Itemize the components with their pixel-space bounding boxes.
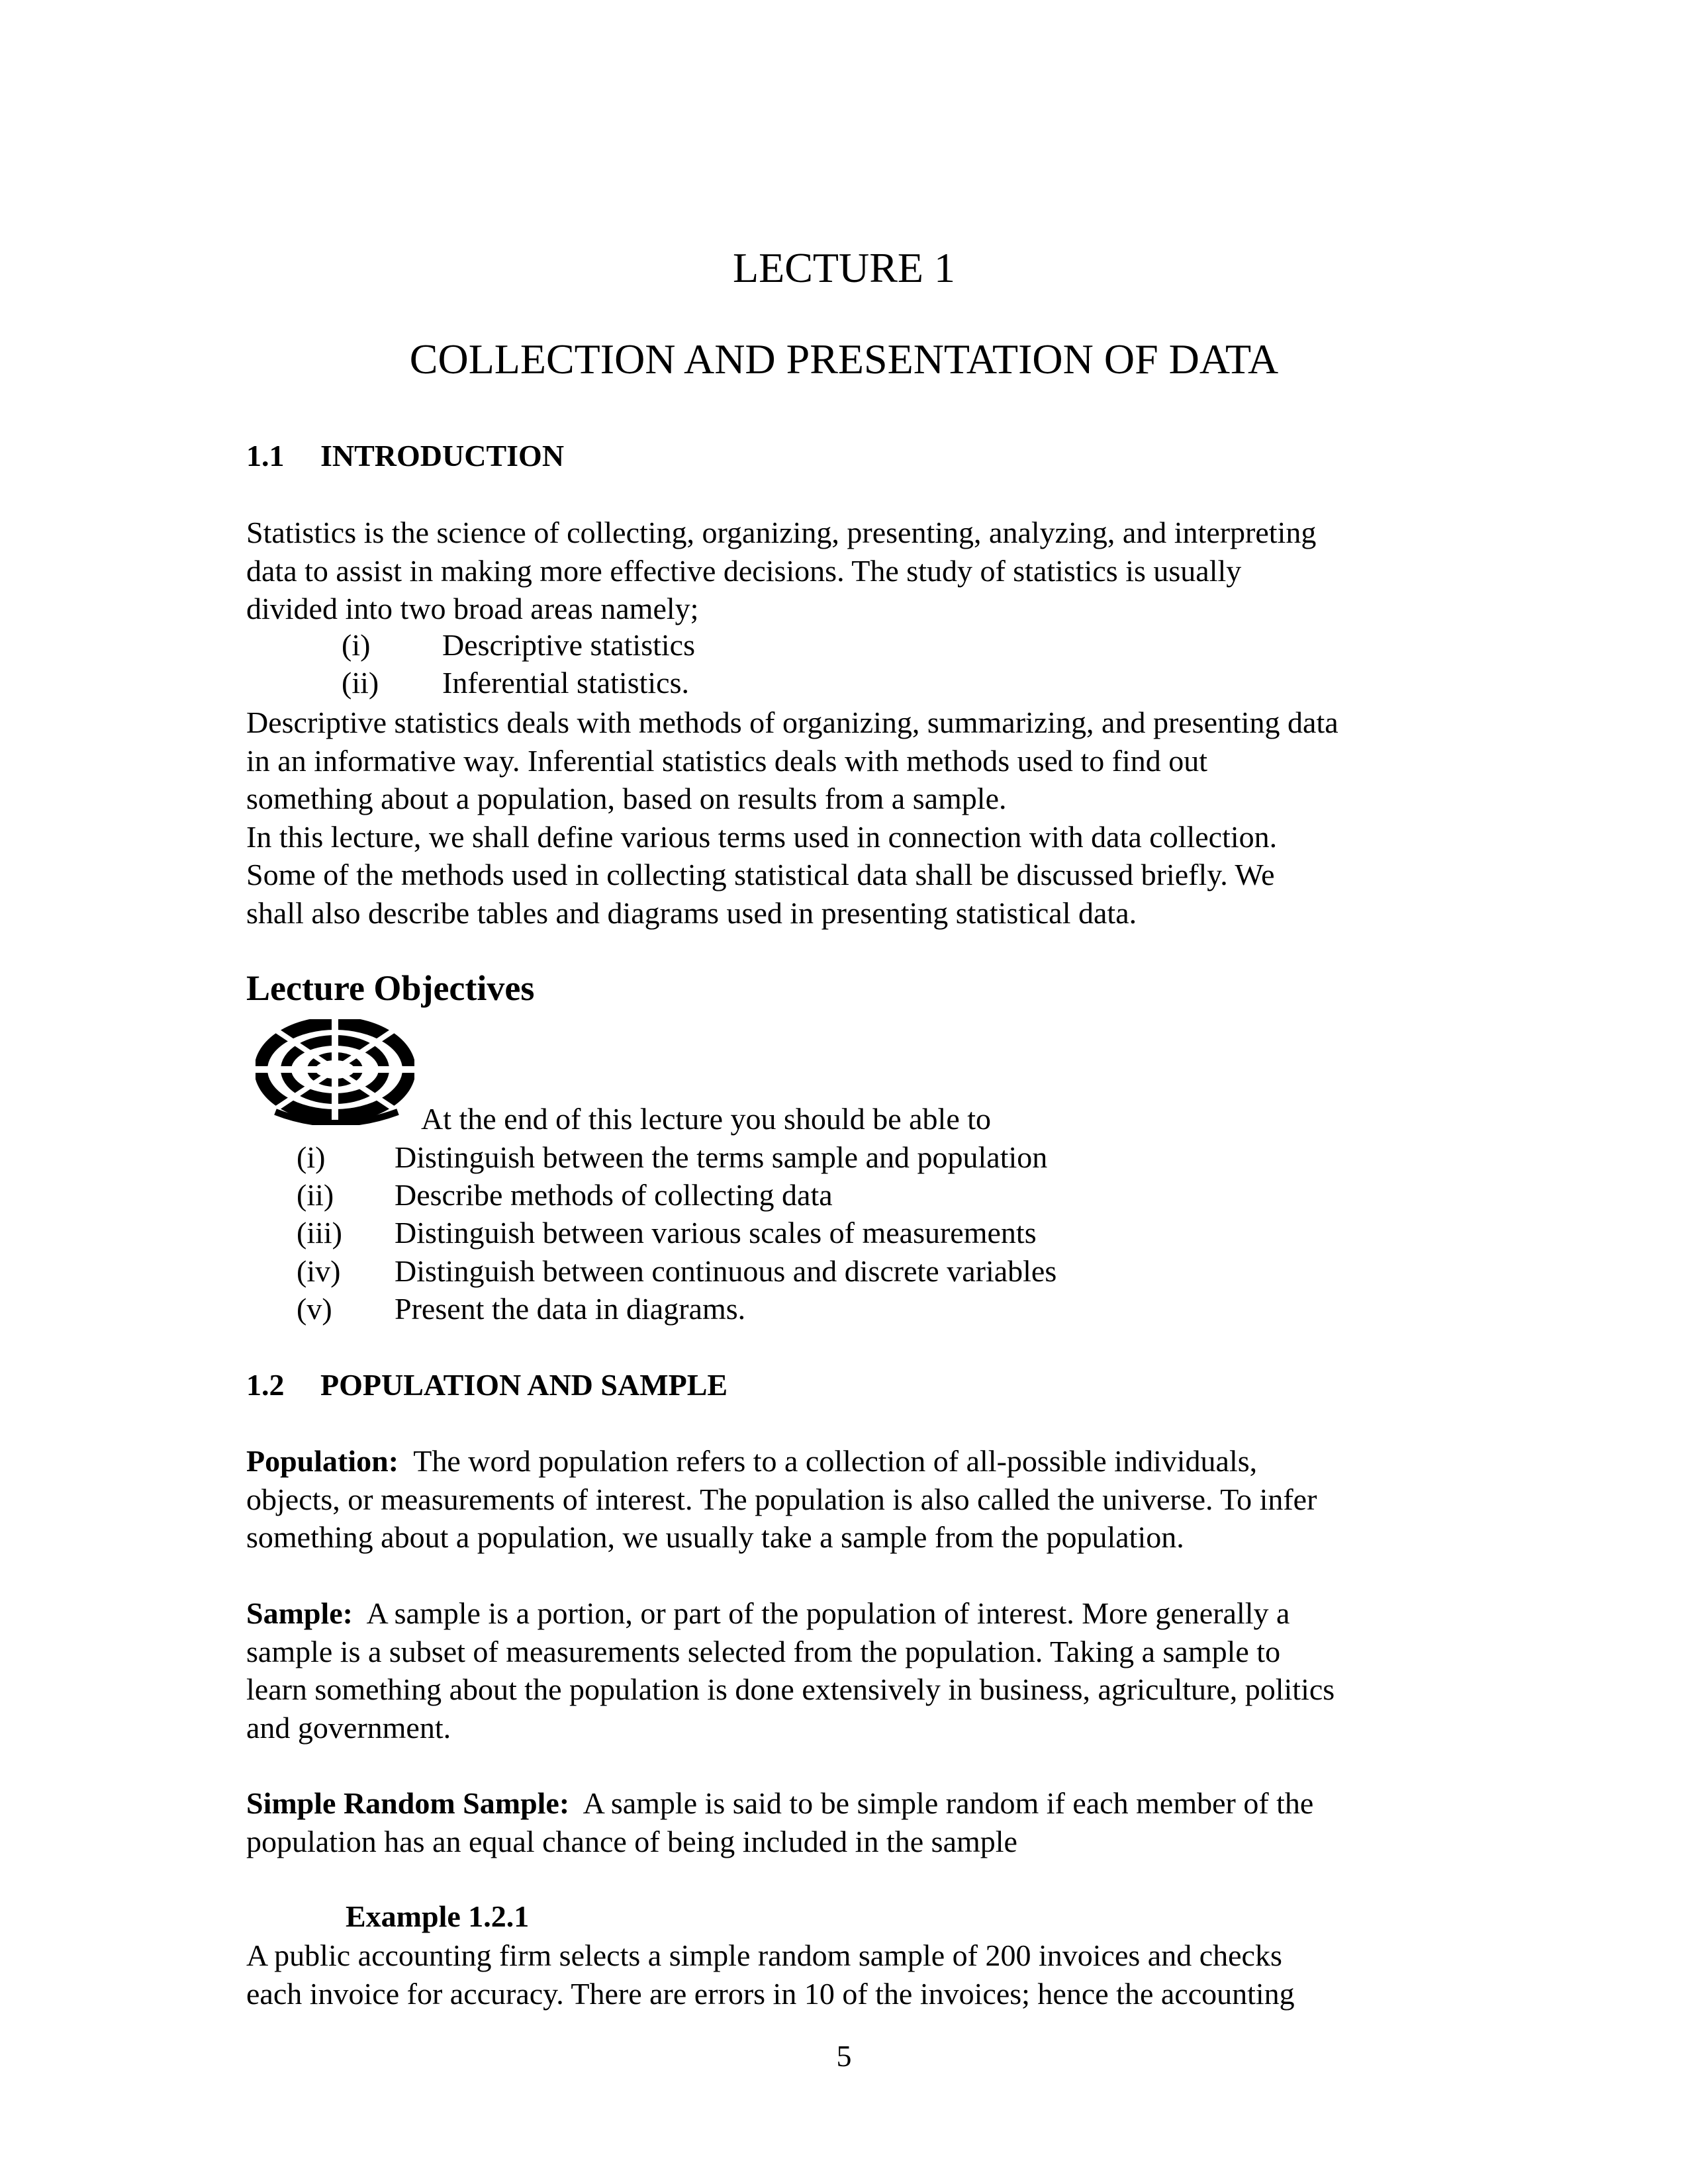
list-item-descriptive: Descriptive statistics — [442, 628, 695, 662]
paragraph-line: population has an equal chance of being included in the sample — [246, 1824, 1017, 1858]
paragraph-line: learn something about the population is done extensively in business, agriculture, politics — [246, 1672, 1335, 1706]
line-text: A sample is said to be simple random if each member of the — [583, 1786, 1314, 1820]
lecture-subtitle: COLLECTION AND PRESENTATION OF DATA — [409, 336, 1279, 383]
objective-item: Present the data in diagrams. — [395, 1292, 746, 1326]
paragraph-line — [246, 1442, 1464, 1480]
paragraph-line: divided into two broad areas namely; — [246, 592, 699, 625]
objective-item: Distinguish between various scales of measurements — [395, 1216, 1037, 1250]
paragraph-line: something about a population, we usually take a sample from the population. — [246, 1520, 1184, 1554]
paragraph-line: something about a population, based on results from a sample. — [246, 782, 1007, 815]
paragraph-line: in an informative way. Inferential statistics deals with methods used to find out — [246, 743, 1208, 778]
paragraph-line: Statistics is the science of collecting, organizing, presenting, analyzing, and interpreting — [246, 516, 1317, 549]
lecture-title: LECTURE 1 — [733, 244, 955, 291]
list-marker: (ii) — [297, 1178, 334, 1212]
objective-item: Distinguish between continuous and discrete variables — [395, 1254, 1057, 1288]
list-item-inferential: Inferential statistics. — [442, 666, 689, 700]
list-marker: (i) — [342, 628, 371, 662]
paragraph-line: and government. — [246, 1710, 451, 1745]
objective-item: Describe methods of collecting data — [395, 1178, 833, 1212]
paragraph-line — [246, 1594, 1464, 1633]
line-text: A sample is a portion, or part of the population of interest. More generally a — [366, 1596, 1290, 1630]
population-definition — [246, 1442, 1464, 1557]
paragraph-line: objects, or measurements of interest. The population is also called the universe. To infer — [246, 1482, 1317, 1516]
paragraph-line: Some of the methods used in collecting statistical data shall be discussed briefly. We — [246, 858, 1275, 891]
paragraph-line: A public accounting firm selects a simple random sample of 200 invoices and checks — [246, 1938, 1282, 1972]
line-text: The word population refers to a collection of all-possible individuals, — [413, 1444, 1258, 1478]
section-number: 1.1 — [246, 439, 285, 473]
target-icon-graphic — [256, 1019, 414, 1125]
example-heading: Example 1.2.1 — [346, 1899, 530, 1933]
simple-random-sample-definition — [246, 1784, 1464, 1860]
section-heading-population-sample — [246, 1367, 727, 1402]
paragraph-line: In this lecture, we shall define various terms used in connection with data collection. — [246, 819, 1278, 854]
intro-paragraph-2 — [246, 704, 1464, 932]
section-title: POPULATION AND SAMPLE — [320, 1368, 728, 1402]
list-marker: (ii) — [342, 666, 379, 700]
page-number: 5 — [836, 2039, 852, 2073]
paragraph-line: Descriptive statistics deals with methods of organizing, summarizing, and presenting data — [246, 705, 1338, 739]
example-paragraph — [246, 1936, 1464, 2013]
list-marker: (i) — [297, 1140, 326, 1174]
term-simple-random-sample: Simple Random Sample: — [246, 1786, 570, 1820]
term-population: Population: — [246, 1444, 399, 1478]
paragraph-line: data to assist in making more effective decisions. The study of statistics is usually — [246, 553, 1242, 588]
section-number: 1.2 — [246, 1368, 285, 1402]
objective-item: Distinguish between the terms sample and population — [395, 1140, 1048, 1174]
intro-paragraph-1 — [246, 514, 1464, 628]
list-marker: (iii) — [297, 1216, 342, 1250]
paragraph-line: shall also describe tables and diagrams used in presenting statistical data. — [246, 895, 1137, 930]
list-marker: (v) — [297, 1292, 332, 1326]
list-marker: (iv) — [297, 1254, 341, 1288]
paragraph-line: sample is a subset of measurements selected from the population. Taking a sample to — [246, 1634, 1281, 1668]
objectives-intro: At the end of this lecture you should be able to — [421, 1102, 992, 1136]
section-title: INTRODUCTION — [320, 439, 565, 473]
sample-definition — [246, 1594, 1464, 1747]
term-sample: Sample: — [246, 1596, 353, 1630]
target-icon — [256, 1019, 414, 1125]
paragraph-line: each invoice for accuracy. There are errors in 10 of the invoices; hence the accounting — [246, 1976, 1295, 2011]
section-heading-introduction — [246, 438, 564, 473]
objectives-heading: Lecture Objectives — [246, 968, 535, 1008]
paragraph-line — [246, 1784, 1464, 1823]
